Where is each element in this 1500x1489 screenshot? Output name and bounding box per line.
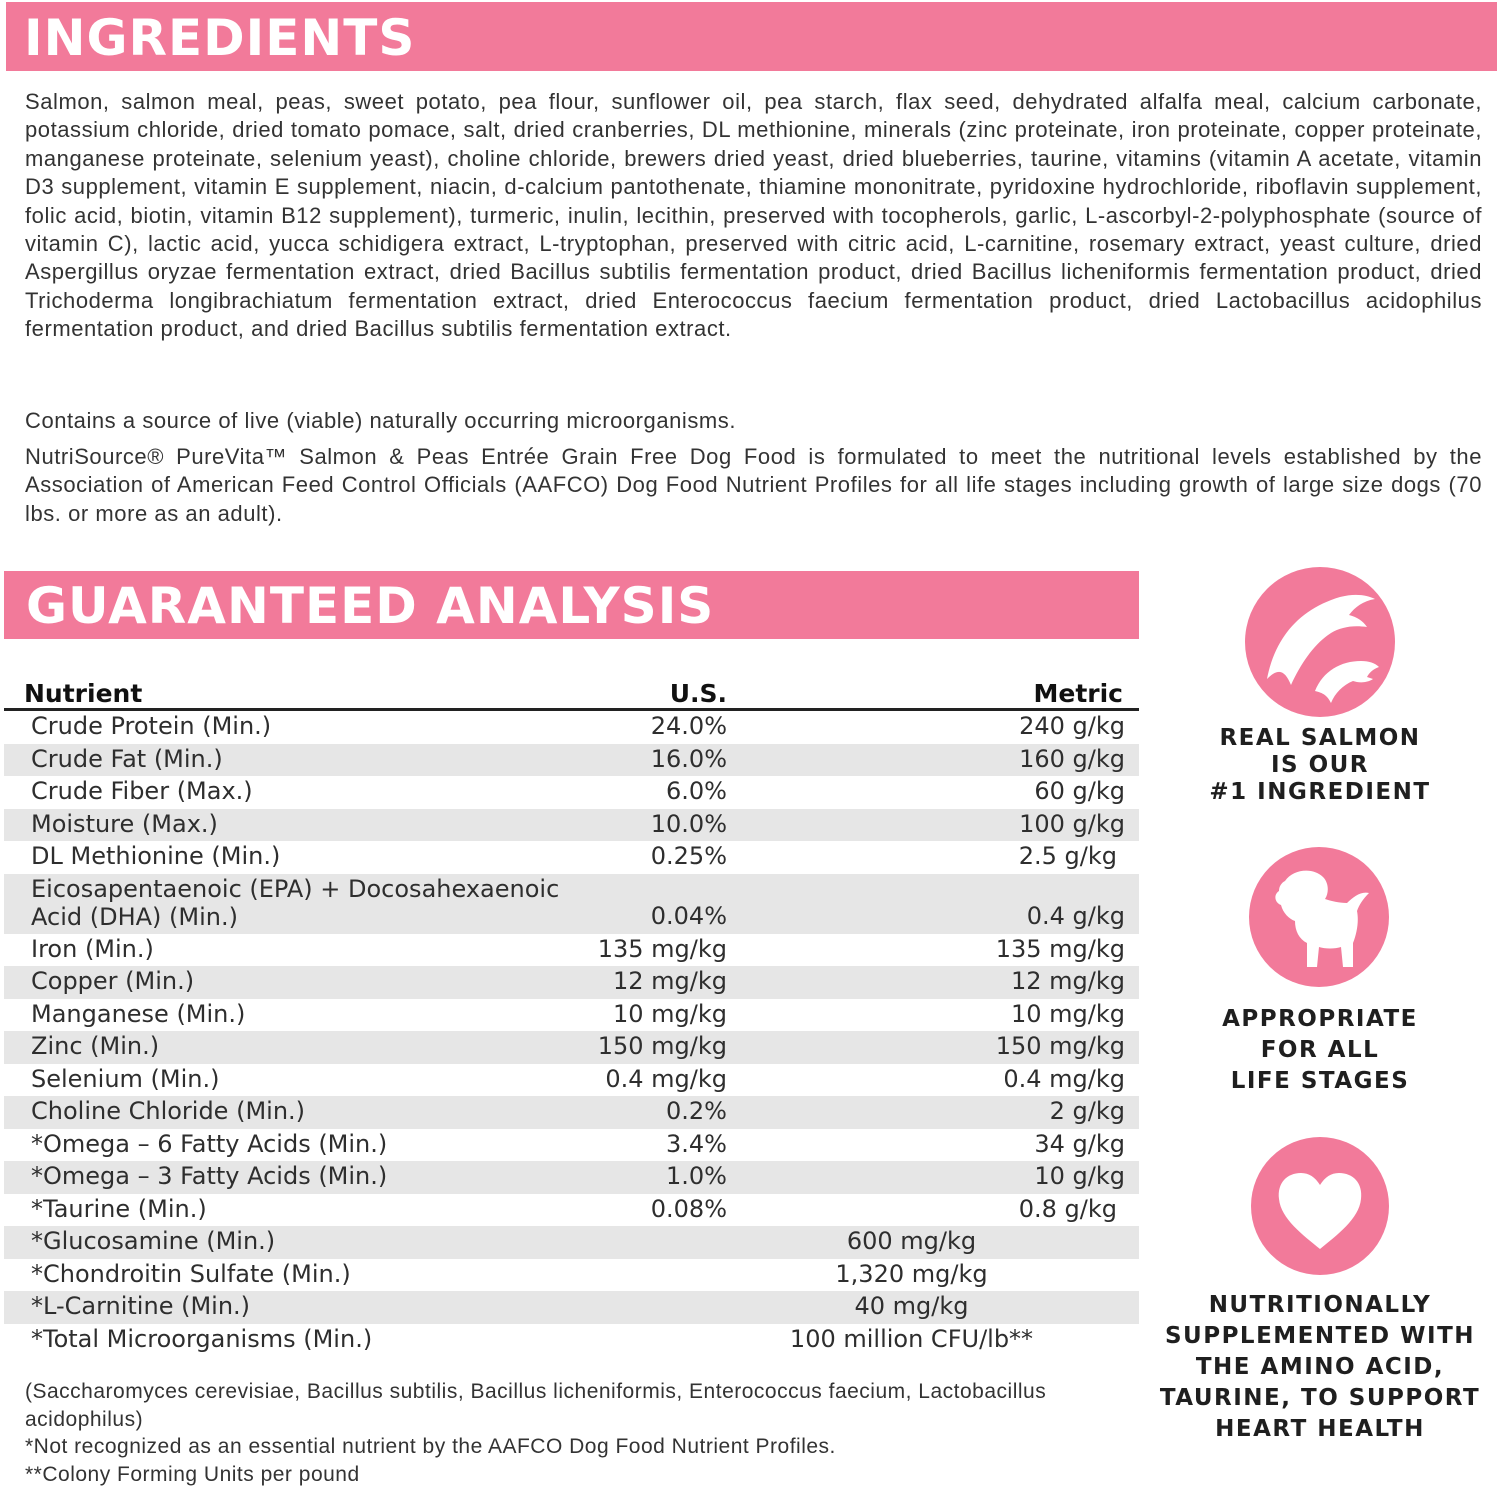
- heart-icon: [1251, 1137, 1389, 1275]
- table-row: [4, 1129, 1139, 1162]
- nutrient-us-value: 10 mg/kg: [613, 999, 727, 1028]
- table-row: [4, 874, 1139, 934]
- nutrient-name: Iron (Min.): [31, 934, 154, 963]
- table-row: [4, 1291, 1139, 1324]
- footnote-aafco: *Not recognized as an essential nutrient by the AAFCO Dog Food Nutrient Profiles.: [25, 1435, 836, 1458]
- nutrient-us-value: 135 mg/kg: [597, 934, 727, 963]
- nutrient-name: Copper (Min.): [31, 967, 195, 995]
- nutrient-value: 1,320 mg/kg: [835, 1259, 988, 1288]
- microorganisms-note: Contains a source of live (viable) naturally occurring microorganisms.: [25, 408, 736, 433]
- nutrient-us-value: 6.0%: [666, 777, 727, 805]
- nutrient-name: *Glucosamine (Min.): [31, 1227, 276, 1255]
- header-metric: Metric: [1033, 679, 1123, 708]
- nutrient-metric-value: 240 g/kg: [1019, 712, 1125, 740]
- header-nutrient: Nutrient: [24, 679, 143, 708]
- nutrient-metric-value: 0.8 g/kg: [1018, 1194, 1117, 1223]
- footnotes: [25, 1378, 1125, 1488]
- nutrient-us-value: 16.0%: [650, 744, 727, 773]
- nutrient-metric-value: 150 mg/kg: [995, 1032, 1125, 1060]
- nutrient-us-value: 0.08%: [650, 1194, 727, 1223]
- nutrient-metric-value: 135 mg/kg: [995, 934, 1125, 963]
- puppy-badge-text: APPROPRIATE FOR ALL LIFE STAGES: [1222, 1006, 1418, 1094]
- nutrient-value: 100 million CFU/lb**: [789, 1324, 1034, 1353]
- ingredients-heading: INGREDIENTS: [6, 2, 1497, 71]
- nutrient-name: *Taurine (Min.): [31, 1194, 207, 1223]
- puppy-icon: [1249, 847, 1389, 987]
- salmon-icon: [1245, 567, 1395, 717]
- nutrient-name: Eicosapentaenoic (EPA) + Docosahexaenoic Acid (DHA) (Min.): [31, 874, 560, 931]
- nutrient-us-value: 12 mg/kg: [613, 967, 727, 995]
- guaranteed-analysis-heading: GUARANTEED ANALYSIS: [4, 571, 1139, 639]
- nutrient-us-value: 1.0%: [666, 1162, 727, 1190]
- nutrient-name: *Omega – 6 Fatty Acids (Min.): [31, 1129, 388, 1158]
- table-row: [4, 1031, 1139, 1064]
- nutrient-name: Zinc (Min.): [31, 1032, 160, 1060]
- header-us: U.S.: [669, 679, 727, 708]
- table-row: [4, 1096, 1139, 1129]
- nutrient-metric-value: 60 g/kg: [1034, 777, 1125, 805]
- nutrient-metric-value: 2 g/kg: [1049, 1097, 1125, 1125]
- nutrient-name: Selenium (Min.): [31, 1064, 220, 1093]
- nutrient-name: Crude Protein (Min.): [31, 712, 272, 740]
- nutrient-us-value: 0.25%: [650, 842, 727, 870]
- nutrient-value: 40 mg/kg: [854, 1292, 969, 1320]
- table-row: [4, 966, 1139, 999]
- aafco-statement: NutriSource® PureVita™ Salmon & Peas Entrée Grain Free Dog Food is formulated to meet the nutritional levels established by the Association of American Feed Control Officials (AAFCO) Dog Food Nutrient Profiles for all life stages including growth of large size dogs (70 lbs. or more as an adult).: [25, 444, 1482, 526]
- nutrient-name: *Total Microorganisms (Min.): [31, 1324, 373, 1353]
- table-row: [4, 711, 1139, 744]
- nutrient-metric-value: 0.4 g/kg: [1026, 901, 1125, 930]
- nutrient-metric-value: 34 g/kg: [1034, 1129, 1125, 1158]
- nutrient-us-value: 0.2%: [666, 1097, 727, 1125]
- table-row: [4, 1194, 1139, 1227]
- table-body: [4, 711, 1139, 1356]
- table-row: [4, 1064, 1139, 1097]
- table-header: [4, 677, 1139, 711]
- nutrient-us-value: 150 mg/kg: [597, 1032, 727, 1060]
- nutrient-metric-value: 12 mg/kg: [1011, 967, 1125, 995]
- footnote-cfu: **Colony Forming Units per pound: [25, 1462, 360, 1486]
- nutrient-metric-value: 100 g/kg: [1019, 809, 1125, 838]
- nutrient-us-value: 3.4%: [666, 1129, 727, 1158]
- table-row: [4, 1259, 1139, 1292]
- nutrient-us-value: 0.04%: [650, 901, 727, 930]
- table-row: [4, 999, 1139, 1032]
- nutrient-us-value: 24.0%: [650, 712, 727, 740]
- nutrient-name: Crude Fiber (Max.): [31, 777, 253, 805]
- nutrient-us-value: 10.0%: [650, 809, 727, 838]
- nutrient-metric-value: 0.4 mg/kg: [1003, 1064, 1125, 1093]
- table-row: [4, 1324, 1139, 1357]
- table-row: [4, 744, 1139, 777]
- footnote-organisms: (Saccharomyces cerevisiae, Bacillus subtilis, Bacillus licheniformis, Enterococcus faecium, Lactobacillus acidophilus): [25, 1380, 1047, 1431]
- nutrient-name: DL Methionine (Min.): [31, 842, 281, 870]
- nutrient-name: Crude Fat (Min.): [31, 744, 223, 773]
- nutrient-name: *L-Carnitine (Min.): [31, 1292, 251, 1320]
- ingredients-list: Salmon, salmon meal, peas, sweet potato, pea flour, sunflower oil, pea starch, flax seed, dehydrated alfalfa meal, calcium carbonate, potassium chloride, dried tomato pomace, salt, dried cranberries, DL methionine, minerals (zinc proteinate, iron proteinate, copper proteinate, manganese proteinate, selenium yeast), choline chloride, brewers dried yeast, dried blueberries, taurine, vitamins (vitamin A acetate, vitamin D3 supplement, vitamin E supplement, niacin, d-calcium pantothenate, thiamine mononitrate, pyridoxine hydrochloride, riboflavin supplement, folic acid, biotin, vitamin B12 supplement), turmeric, inulin, lecithin, preserved with tocopherols, garlic, L-ascorbyl-2-polyphosphate (source of vitamin C), lactic acid, yucca schidigera extract, L-tryptophan, preserved with citric acid, L-carnitine, rosemary extract, yeast culture, dried Aspergillus oryzae fermentation extract, dried Bacillus subtilis fermentation product, dried Bacillus licheniformis fermentation product, dried Trichoderma longibrachiatum fermentation extract, dried Enterococcus faecium fermentation product, dried Lactobacillus acidophilus fermentation product, and dried Bacillus subtilis fermentation extract.: [25, 89, 1482, 342]
- nutrient-name: Moisture (Max.): [31, 809, 218, 838]
- nutrient-value: 600 mg/kg: [846, 1227, 977, 1255]
- nutrient-metric-value: 2.5 g/kg: [1018, 842, 1117, 870]
- salmon-badge-text: REAL SALMON IS OUR #1 INGREDIENT: [1209, 725, 1431, 805]
- analysis-table: [4, 677, 1139, 1356]
- table-row: [4, 934, 1139, 967]
- nutrient-name: *Omega – 3 Fatty Acids (Min.): [31, 1162, 388, 1190]
- nutrient-metric-value: 10 mg/kg: [1011, 999, 1125, 1028]
- table-row: [4, 841, 1139, 874]
- nutrient-name: Manganese (Min.): [31, 999, 246, 1028]
- table-row: [4, 776, 1139, 809]
- nutrient-us-value: 0.4 mg/kg: [605, 1064, 727, 1093]
- nutrient-metric-value: 160 g/kg: [1019, 744, 1125, 773]
- heart-badge-text: NUTRITIONALLY SUPPLEMENTED WITH THE AMINO ACID, TAURINE, TO SUPPORT HEART HEALTH: [1159, 1292, 1481, 1442]
- table-row: [4, 1161, 1139, 1194]
- nutrient-name: Choline Chloride (Min.): [31, 1097, 306, 1125]
- table-row: [4, 809, 1139, 842]
- nutrient-metric-value: 10 g/kg: [1034, 1162, 1125, 1190]
- nutrient-name: *Chondroitin Sulfate (Min.): [31, 1259, 351, 1288]
- table-row: [4, 1226, 1139, 1259]
